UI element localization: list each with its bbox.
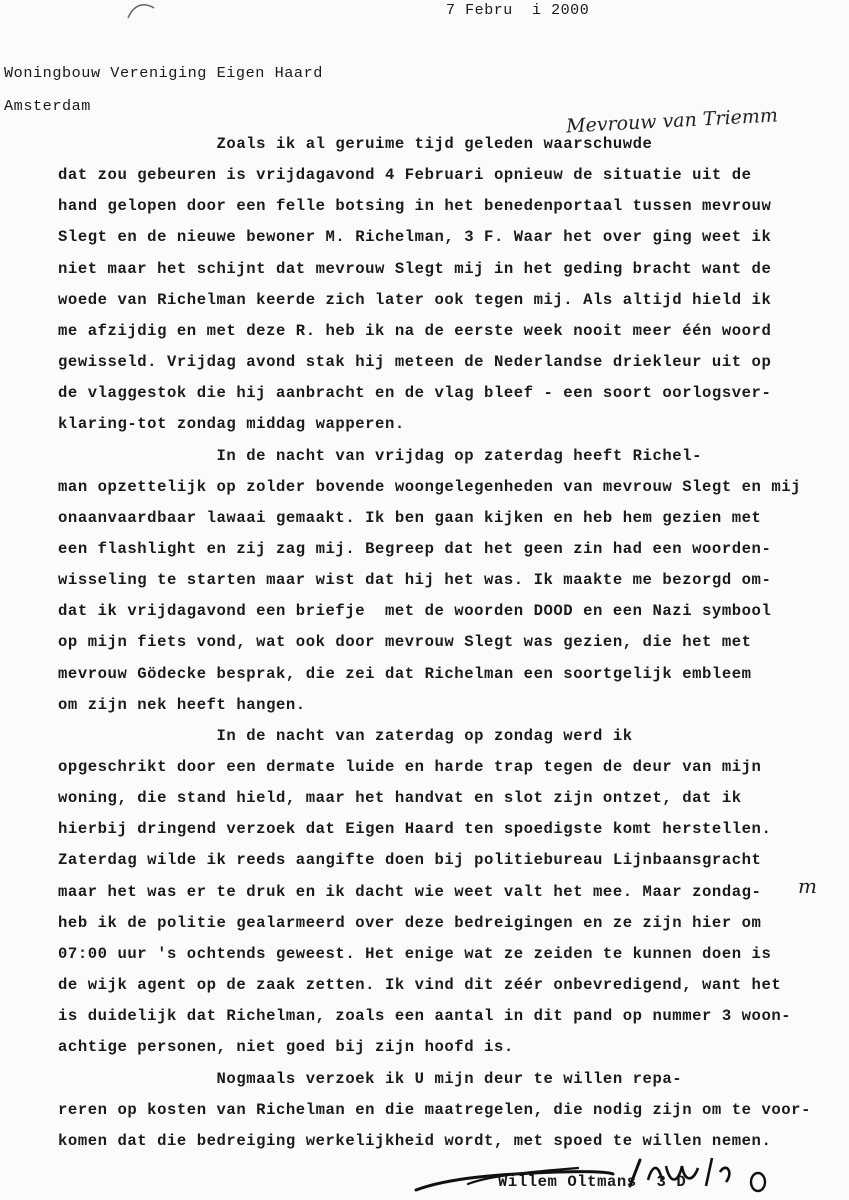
body-line: woning, die stand hield, maar het handvat en slot zijn ontzet, dat ik: [58, 789, 742, 808]
body-line: komen dat die bedreiging werkelijkheid wordt, met spoed te willen nemen.: [58, 1131, 772, 1150]
body-line: op mijn fiets vond, wat ook door mevrouw Slegt was gezien, die het met: [58, 633, 752, 652]
body-line: is duidelijk dat Richelman, zoals een aantal in dit pand op nummer 3 woon-: [58, 1007, 792, 1026]
body-line: dat ik vrijdagavond een briefje met de woorden DOOD en een Nazi symbool: [58, 602, 772, 621]
body-line: Zaterdag wilde ik reeds aangifte doen bij politiebureau Lijnbaansgracht: [58, 851, 762, 870]
corner-scribble: [124, 0, 158, 22]
body-line: mevrouw Gödecke besprak, die zei dat Richelman een soortgelijk embleem: [58, 664, 752, 683]
body-line: In de nacht van zaterdag op zondag werd ik: [58, 726, 633, 745]
body-line: de wijk agent op de zaak zetten. Ik vind dit zéér onbevredigend, want het: [58, 976, 782, 995]
body-line: onaanvaardbaar lawaai gemaakt. Ik ben gaan kijken en heb hem gezien met: [58, 508, 762, 527]
body-line: niet maar het schijnt dat mevrouw Slegt mij in het geding bracht want de: [58, 259, 772, 278]
body-line: Slegt en de nieuwe bewoner M. Richelman, 3 F. Waar het over ging weet ik: [58, 228, 772, 247]
body-line: een flashlight en zij zag mij. Begreep dat het geen zin had een woorden-: [58, 539, 772, 558]
body-line: Nogmaals verzoek ik U mijn deur te willen repa-: [58, 1069, 683, 1088]
body-line: wisseling te starten maar wist dat hij het was. Ik maakte me bezorgd om-: [58, 571, 772, 590]
body-line: Zoals ik al geruime tijd geleden waarschuwde: [58, 135, 653, 153]
body-line: opgeschrikt door een dermate luide en harde trap tegen de deur van mijn: [58, 758, 762, 776]
handwritten-annotation: Mevrouw van Triemm: [565, 104, 779, 138]
margin-mark: m: [798, 874, 817, 898]
letter-date: 7 Febru i 2000: [446, 2, 590, 19]
recipient-organization: Woningbouw Vereniging Eigen Haard: [4, 64, 323, 82]
body-line: om zijn nek heeft hangen.: [58, 695, 306, 714]
recipient-city: Amsterdam: [4, 97, 91, 115]
body-line: In de nacht van vrijdag op zaterdag heeft Richel-: [58, 446, 703, 465]
handwritten-signature: [408, 1150, 778, 1200]
body-line: gewisseld. Vrijdag avond stak hij meteen de Nederlandse driekleur uit op: [58, 353, 772, 372]
body-line: heb ik de politie gealarmeerd over deze bedreigingen en ze zijn hier om: [58, 913, 762, 932]
body-line: hand gelopen door een felle botsing in het benedenportaal tussen mevrouw: [58, 197, 772, 216]
body-line: achtige personen, niet goed bij zijn hoofd is.: [58, 1038, 514, 1057]
body-line: maar het was er te druk en ik dacht wie weet valt het mee. Maar zondag-: [58, 882, 762, 901]
sender-name: Willem Oltmans 3 D: [498, 1172, 687, 1191]
body-line: man opzettelijk op zolder bovende woongelegenheden van mevrouw Slegt en mij: [58, 477, 802, 496]
body-line: klaring-tot zondag middag wapperen.: [58, 415, 405, 434]
body-line: 07:00 uur 's ochtends geweest. Het enige wat ze zeiden te kunnen doen is: [58, 944, 772, 963]
body-line: de vlaggestok die hij aanbracht en de vlag bleef - een soort oorlogsver-: [58, 384, 772, 403]
body-line: dat zou gebeuren is vrijdagavond 4 Februari opnieuw de situatie uit de: [58, 166, 752, 185]
body-line: hierbij dringend verzoek dat Eigen Haard ten spoedigste komt herstellen.: [58, 820, 772, 839]
body-line: reren op kosten van Richelman en die maatregelen, die nodig zijn om te voor-: [58, 1100, 811, 1119]
body-line: woede van Richelman keerde zich later ook tegen mij. Als altijd hield ik: [58, 290, 772, 309]
body-line: me afzijdig en met deze R. heb ik na de eerste week nooit meer één woord: [58, 321, 772, 340]
